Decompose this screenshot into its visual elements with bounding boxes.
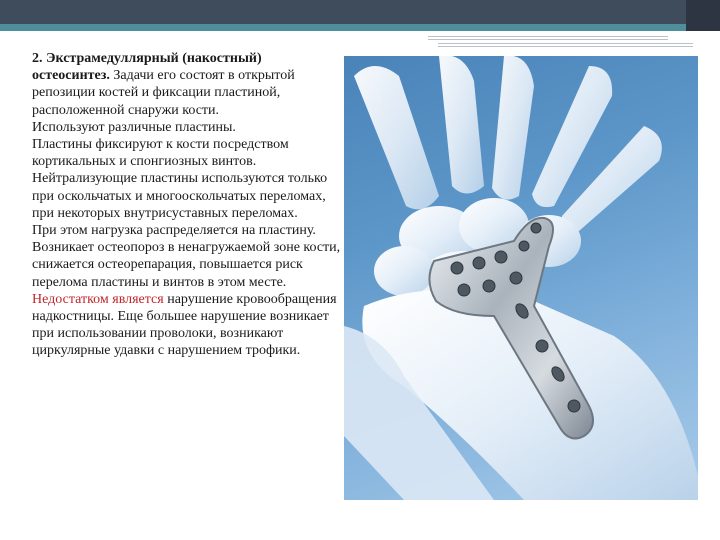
intro-text: Задачи его состоят в открытой репозиции костей и фиксации пластиной, расположенной снаружи кости.	[32, 68, 295, 118]
decorative-line	[428, 39, 668, 40]
top-band-corner	[686, 0, 720, 31]
paragraph-plates: Используют различные пластины.	[32, 119, 236, 135]
paragraph-screws: Пластины фиксируют к кости посредством кортикальных и спонгиозных винтов.	[32, 137, 289, 170]
top-band	[0, 0, 720, 24]
drawback-highlight: Недостатком является	[32, 291, 164, 307]
decorative-line	[438, 43, 693, 44]
decorative-line	[438, 46, 693, 47]
paragraph-heading	[32, 50, 342, 119]
drawback-text: нарушение кровообращения надкостницы. Еще большее нарушение возникает при использовании проволоки, возникают циркулярные удавки с нарушением трофики.	[32, 291, 337, 359]
bone-plate-image	[344, 56, 698, 500]
slide-body-text	[32, 50, 342, 360]
paragraph-load: При этом нагрузка распределяется на пластину. Возникает остеопороз в ненагружаемой зоне кости, снижается остеорепарация, повышается риск перелома пластины и винтов в этом месте.	[32, 223, 341, 290]
paragraph-drawback	[32, 291, 342, 360]
decorative-line	[428, 36, 668, 37]
top-band-accent	[0, 24, 720, 31]
slide-heading: 2. Экстрамедуллярный (накостный) остеосинтез.	[32, 51, 262, 84]
paragraph-neutralizing: Нейтрализующие пластины используются только при оскольчатых и многооскольчатых переломах, при некоторых внутрисуставных переломах.	[32, 171, 328, 221]
bone-plate-illustration	[344, 56, 698, 500]
